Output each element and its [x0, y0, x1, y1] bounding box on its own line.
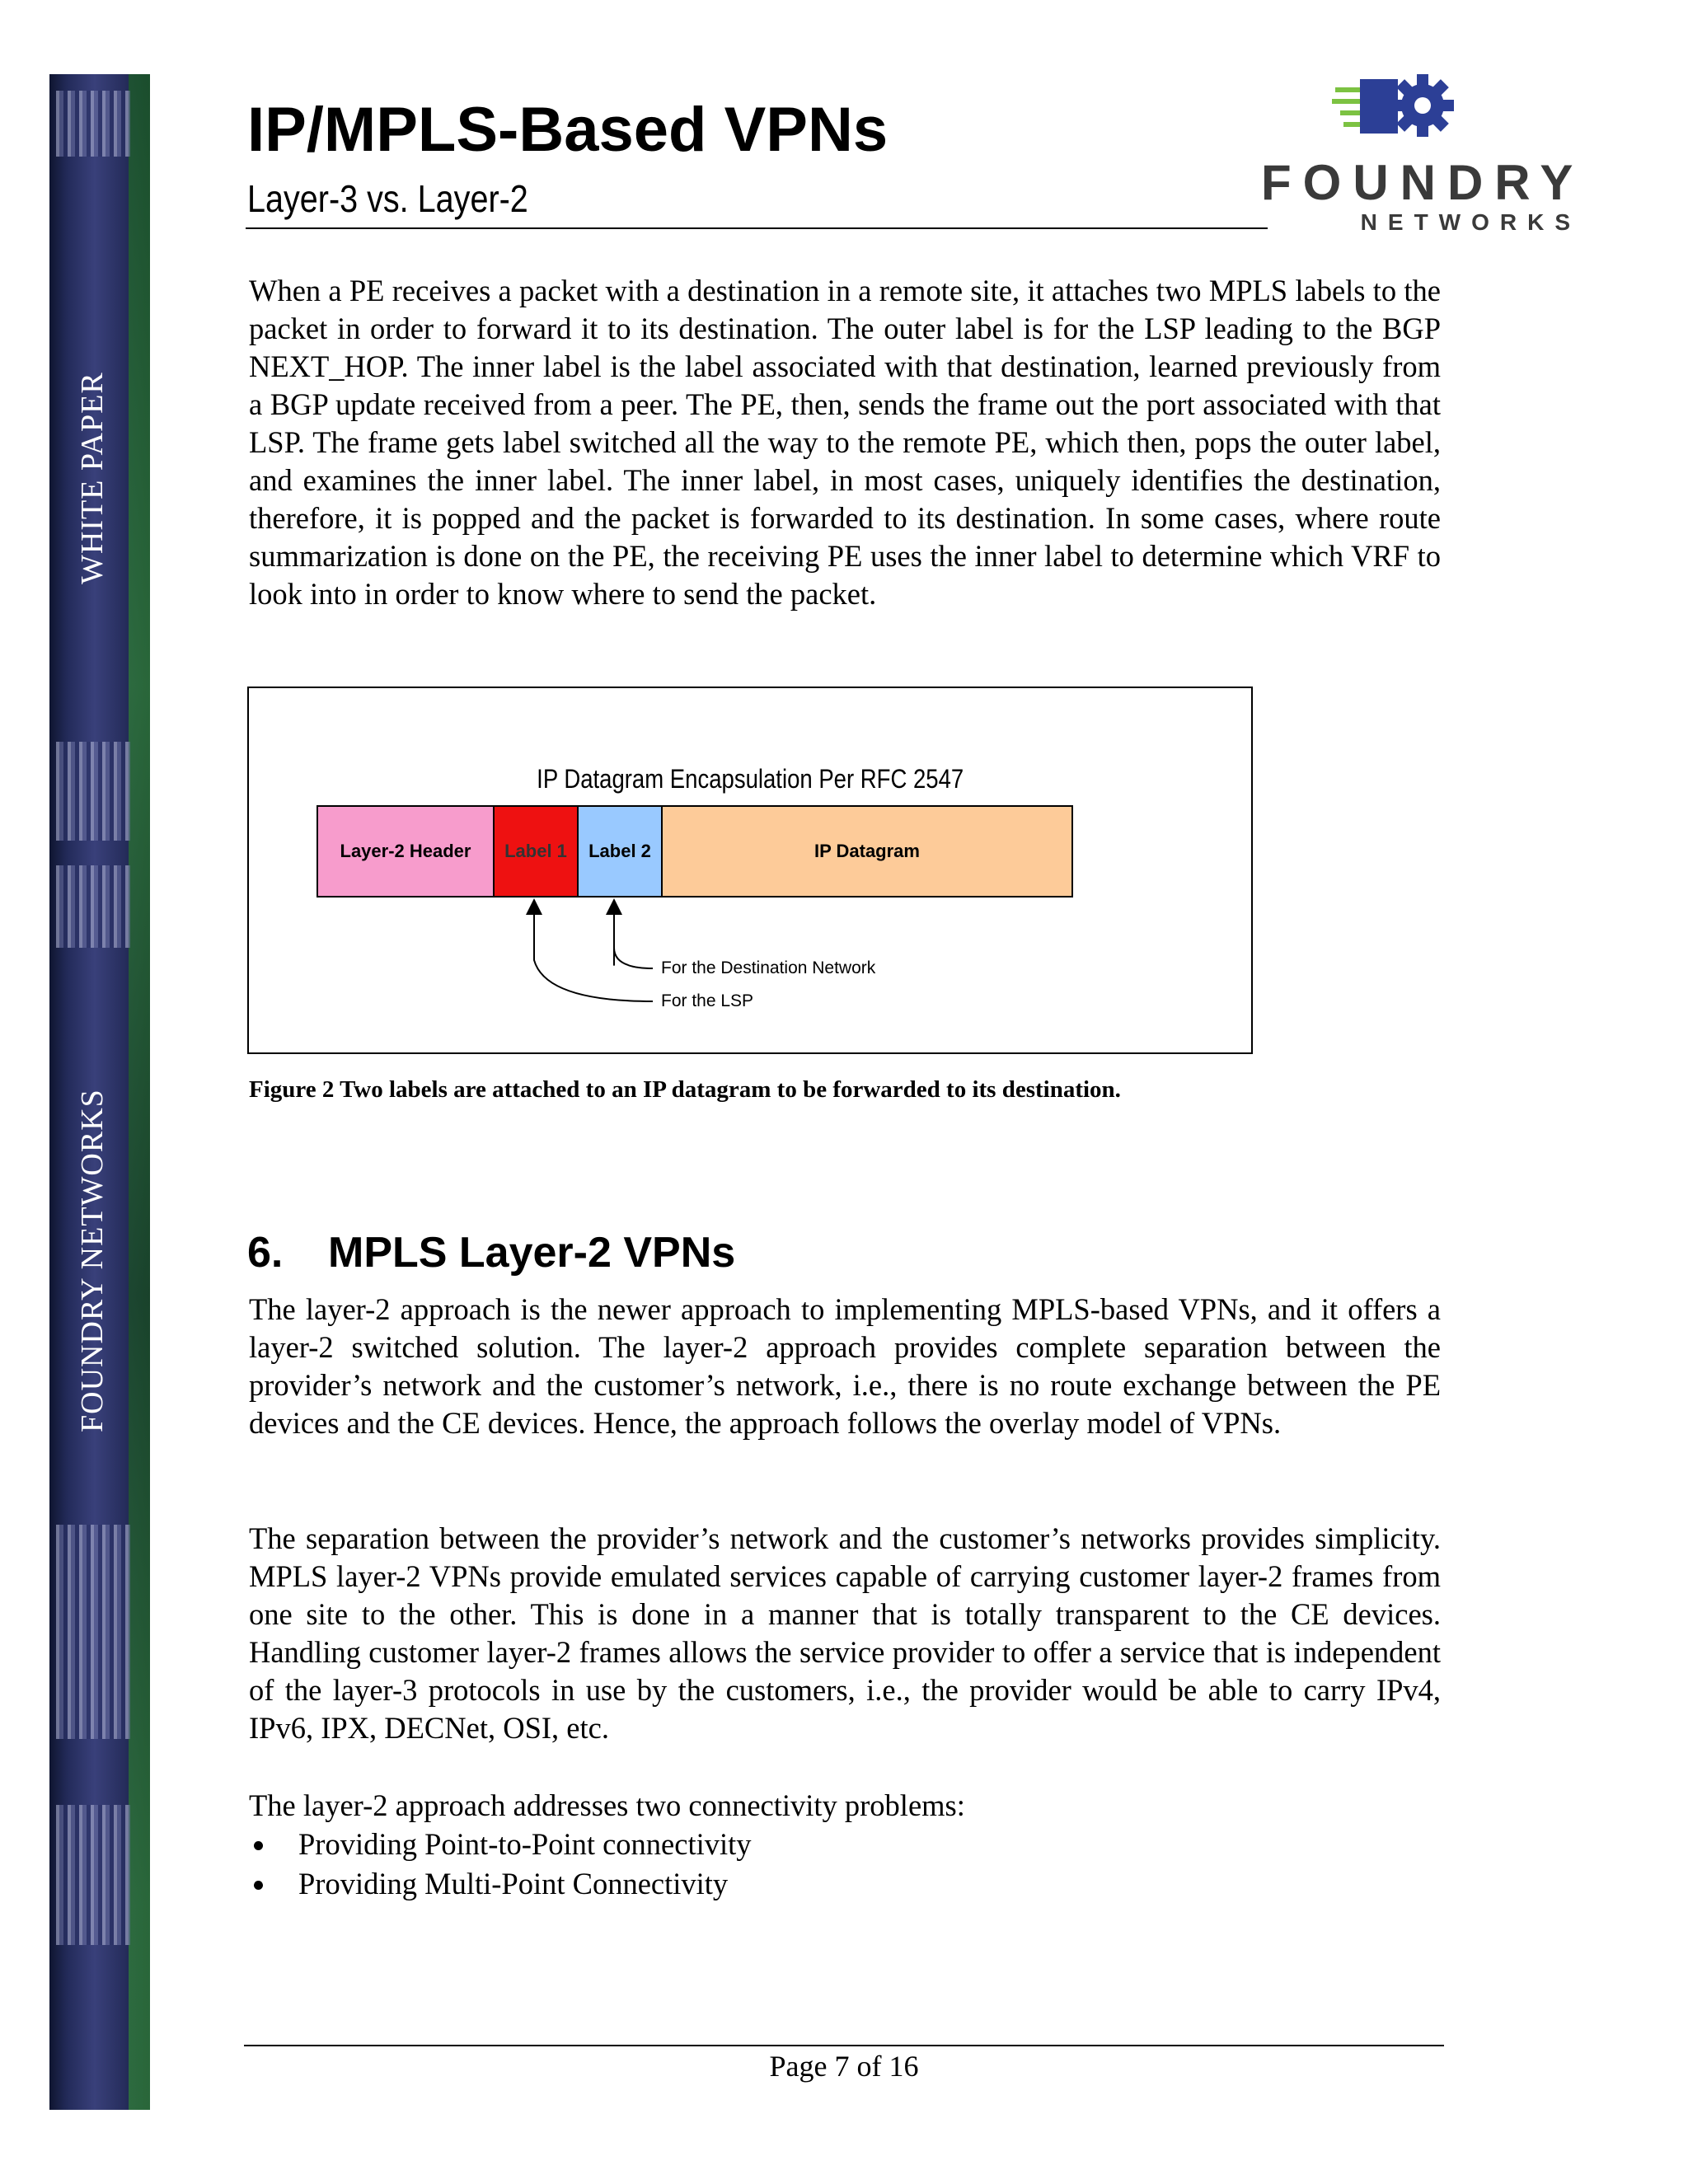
body-paragraph: The layer-2 approach is the newer approach to implementing MPLS-based VPNs, and it offers a layer-2 switched solution. The layer-2 approach provides complete separation between the provider’s network and the customer’s network, i.e., there is no route exchange between the PE devices and the CE devices. Hence, the approach follows the overlay model of VPNs. — [249, 1292, 1441, 1440]
page-subtitle: Layer-3 vs. Layer-2 — [247, 177, 528, 220]
header-divider — [246, 227, 1268, 229]
list-item: Providing Point-to-Point connectivity — [249, 1825, 1403, 1864]
annotation-lsp: For the LSP — [661, 991, 754, 1010]
body-paragraph: The separation between the provider’s network and the customer’s networks provides simplicity. MPLS layer-2 VPNs provide emulated services capable of carrying customer layer-2 frames from one site to the other. This is done in a manner that is totally transparent to the CE devices. Handling customer layer-2 frames allows the service provider to offer a service that is independent of the layer-3 protocols in use by the customers, i.e., the provider would be able to carry IPv4, IPv6, IPX, DECNet, OSI, etc. — [249, 1521, 1441, 1745]
figure-title: IP Datagram Encapsulation Per RFC 2547 — [536, 764, 964, 794]
body-paragraph: The layer-2 approach addresses two connectivity problems: — [249, 1788, 965, 1822]
foundry-logo — [1261, 73, 1585, 237]
skyline-graphic — [56, 742, 130, 841]
skyline-graphic — [56, 91, 130, 157]
sidebar-label-white-paper: WHITE PAPER — [75, 372, 110, 584]
gear-icon — [1261, 73, 1582, 155]
cell-layer2-header: Layer-2 Header — [316, 805, 495, 898]
section-heading — [247, 1229, 736, 1277]
arrow-label2-tail — [614, 948, 653, 968]
skyline-graphic — [56, 1805, 130, 1945]
logo-subword: NETWORKS — [1360, 209, 1581, 235]
sidebar-label-company: FOUNDRY NETWORKS — [75, 1089, 110, 1433]
annotation-destination: For the Destination Network — [661, 958, 876, 977]
figure-diagram — [247, 687, 1253, 1054]
body-paragraph: When a PE receives a packet with a destination in a remote site, it attaches two MPLS labels to the packet in order to forward it to its destination. The outer label is for the LSP leading to the BGP NEXT_HOP. The inner label is the label associated with that destination, learned previously from a BGP update received from a peer. The PE, then, sends the frame out the port associated with that LSP. The frame gets label switched all the way to the remote PE, which then, pops the outer label, and examines the inner label. The inner label, in most cases, uniquely identifies the destination, therefore, it is popped and the packet is forwarded to its destination. In some cases, where route summarization is done on the PE, the receiving PE uses the inner label to determine which VRF to look into in order to know where to send the packet. — [249, 274, 1441, 611]
skyline-graphic — [56, 1525, 130, 1739]
figure-caption: Figure 2 Two labels are attached to an IP datagram to be forwarded to its destination. — [249, 1076, 1121, 1103]
bullet-list — [249, 1825, 1403, 1904]
section-title: MPLS Layer-2 VPNs — [328, 1229, 736, 1277]
cell-label2: Label 2 — [577, 805, 663, 898]
footer-divider — [244, 2045, 1444, 2046]
cell-label1: Label 1 — [493, 805, 579, 898]
section-number: 6. — [247, 1229, 284, 1277]
page-number: Page 7 of 16 — [769, 2050, 919, 2083]
logo-wordmark: FOUNDRY — [1261, 155, 1585, 210]
arrow-label1 — [534, 907, 653, 1001]
cell-ip-datagram: IP Datagram — [661, 805, 1073, 898]
page-title: IP/MPLS-Based VPNs — [247, 95, 889, 165]
skyline-graphic — [56, 865, 130, 948]
list-item: Providing Multi-Point Connectivity — [249, 1864, 1403, 1904]
sidebar-stripe — [129, 74, 150, 2110]
sidebar-banner — [49, 74, 150, 2110]
